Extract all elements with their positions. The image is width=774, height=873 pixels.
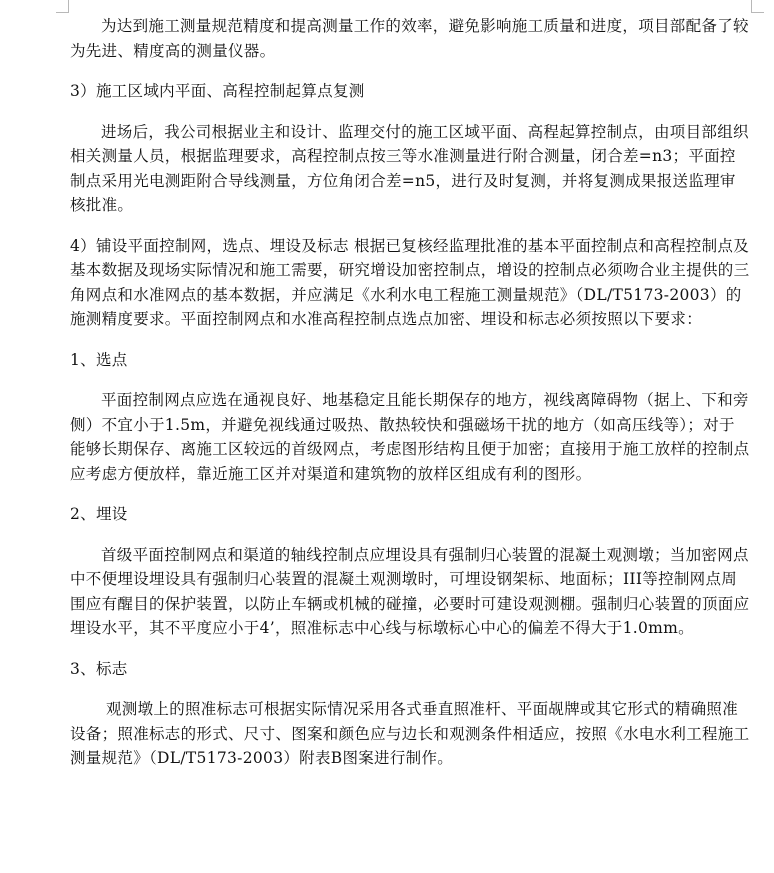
subheading-marking: 3、标志 xyxy=(70,659,128,678)
page-corner-mark-left-horizontal xyxy=(56,12,69,13)
subheading-site-selection: 1、选点 xyxy=(70,350,128,369)
paragraph-site-selection: 平面控制网点应选在通视良好、地基稳定且能长期保存的地方，视线离障碍物（据上、下和旁侧）不宜小于1.5m，并避免视线通过吸热、散热较快和强磁场干扰的地方（如高压线等）；对于能够长期保存、离施工区较远的首级网点，考虑图形结构且便于加密；直接用于施工放样的控制点应考虑方便放样，靠近施工区并对渠道和建筑物的放样区组成有利的图形。 xyxy=(70,391,750,483)
section-heading-control-point-resurvey: 3）施工区域内平面、高程控制起算点复测 xyxy=(70,82,365,100)
paragraph-control-network: 4）铺设平面控制网，选点、埋设及标志 根据已复核经监理批准的基本平面控制点和高程控制点及基本数据及现场实际情况和施工需要，研究增设加密控制点，增设的控制点必须吻合业主提供的三角网点和水准网点的基本数据，并应满足《水利水电工程施工测量规范》（DL/T5173-2003）的施测精度要求。平面控制网点和水准高程控制点选点加密、埋设和标志必须按照以下要求： xyxy=(70,236,750,328)
document-page xyxy=(70,14,750,771)
subheading-burying: 2、埋设 xyxy=(70,505,128,523)
paragraph-burying: 首级平面控制网点和渠道的轴线控制点应埋设具有强制归心装置的混凝土观测墩；当加密网点中不便埋设埋设具有强制归心装置的混凝土观测墩时，可埋设钢架标、地面标；III等控制网点周围应有醒目的保护装置，以防止车辆或机械的碰撞，必要时可建设观测棚。强制归心装置的顶面应埋设水平，其不平度应小于4’，照准标志中心线与标墩标心中心的偏差不得大于1.0mm。 xyxy=(70,545,750,637)
paragraph-marking: 观测墩上的照准标志可根据实际情况采用各式垂直照准杆、平面觇牌或其它形式的精确照准设备；照准标志的形式、尺寸、图案和颜色应与边长和观测条件相适应，按照《水电水利工程施工测量规范》（DL/T5173-2003）附表B图案进行制作。 xyxy=(70,700,750,767)
paragraph-resurvey: 进场后，我公司根据业主和设计、监理交付的施工区域平面、高程起算控制点，由项目部组织相关测量人员，根据监理要求，高程控制点按三等水准测量进行附合测量，闭合差=n3；平面控制点采用光电测距附合导线测量，方位角闭合差=n5，进行及时复测，并将复测成果报送监理审核批准。 xyxy=(70,122,749,214)
page-corner-mark-right-horizontal xyxy=(751,12,764,13)
paragraph-instruments: 为达到施工测量规范精度和提高测量工作的效率，避免影响施工质量和进度，项目部配备了较为先进、精度高的测量仪器。 xyxy=(70,17,749,60)
